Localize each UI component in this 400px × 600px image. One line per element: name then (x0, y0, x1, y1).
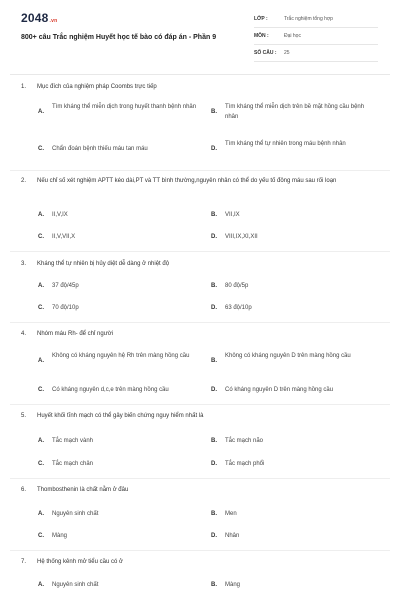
meta-key: SỐ CÂU : (254, 50, 277, 56)
document-title: 800+ câu Trắc nghiệm Huyết học tế bào có đáp án - Phần 9 (21, 34, 217, 41)
logo-text: 2048 (21, 11, 49, 25)
option-text: Nhân (225, 533, 240, 539)
option-text: Chẩn đoán bệnh thiếu máu tan máu (52, 146, 148, 152)
option-letter: A. (38, 358, 44, 364)
meta-table (254, 11, 378, 62)
option-text: Tắc mạch phổi (225, 461, 265, 467)
option-text: II,V,VII,X (52, 234, 76, 240)
option-letter: A. (38, 511, 44, 517)
meta-key: MÔN : (254, 33, 269, 39)
option-text: Tìm kháng thể miễn dịch trong huyết thanh bệnh nhân (52, 104, 197, 110)
option-letter: A. (38, 109, 44, 115)
option-letter: C. (38, 533, 44, 539)
option-text: Không có kháng nguyên hệ Rh trên màng hồng cầu (52, 353, 190, 359)
option-text: 63 độ/10p (225, 305, 252, 311)
question-stem: Nếu chỉ số xét nghiệm APTT kéo dài,PT và TT bình thường,nguyên nhân có thể do yếu tố đông máu sau rối loạn (37, 178, 337, 184)
question-separator (10, 322, 390, 323)
site-logo[interactable] (21, 11, 57, 25)
option-letter: C. (38, 461, 44, 467)
meta-value: Trắc nghiệm tổng hợp (284, 16, 333, 22)
option-letter: D. (211, 461, 217, 467)
option-letter: D. (211, 146, 217, 152)
question-stem: Huyết khối tĩnh mạch có thể gây biến chứng nguy hiểm nhất là (37, 413, 204, 419)
question-stem: Hệ thống kênh mở tiểu cầu có ở (37, 559, 123, 565)
option-letter: B. (211, 283, 217, 289)
option-text: Có kháng nguyên D trên màng hồng cầu (225, 387, 334, 393)
question-text (21, 176, 373, 187)
question-number: 4. (21, 331, 27, 337)
option-letter: C. (38, 305, 44, 311)
option-letter: B. (211, 212, 217, 218)
option-text: VII,IX (225, 212, 240, 218)
option-letter: A. (38, 283, 44, 289)
meta-row-subject (254, 28, 378, 45)
option-letter: D. (211, 533, 217, 539)
header (0, 0, 400, 72)
option-letter: B. (211, 438, 217, 444)
meta-row-class (254, 11, 378, 28)
question-number: 3. (21, 261, 27, 267)
option-text: Có kháng nguyên d,c,e trên màng hồng cầu (52, 387, 169, 393)
option-letter: B. (211, 358, 217, 364)
question-separator (10, 550, 390, 551)
option-text: Tắc mạch vành (52, 438, 94, 444)
question-separator (10, 170, 390, 171)
meta-value: Đại học (284, 33, 301, 39)
option-text: Nguyên sinh chất (52, 582, 99, 588)
question-number: 2. (21, 178, 27, 184)
logo-suffix: .vn (49, 18, 58, 24)
question-number: 5. (21, 413, 27, 419)
header-divider (10, 74, 390, 75)
option-letter: B. (211, 582, 217, 588)
question-separator (10, 251, 390, 252)
question-number: 7. (21, 559, 27, 565)
option-text: II,V,IX (52, 212, 68, 218)
option-text: Tìm kháng thể miễn dịch trên bề mặt hồng cầu bệnh nhân (225, 104, 365, 120)
meta-key: LỚP : (254, 16, 268, 22)
question-number: 6. (21, 487, 27, 493)
option-text: Men (225, 511, 237, 517)
option-text: 70 độ/10p (52, 305, 79, 311)
option-letter: D. (211, 234, 217, 240)
option-text: Tìm kháng thể tự nhiên trong máu bệnh nhân (225, 141, 346, 147)
question-text (21, 259, 373, 270)
option-text: Không có kháng nguyên D trên màng hồng cầu (225, 353, 351, 359)
option-letter: C. (38, 146, 44, 152)
question-stem: Kháng thể tự nhiên bị hủy diệt dễ dàng ở nhiệt độ (37, 261, 170, 267)
question-stem: Thombosthenin là chất nằm ở đâu (37, 487, 129, 493)
option-letter: D. (211, 387, 217, 393)
question-separator (10, 478, 390, 479)
option-text: 37 độ/45p (52, 283, 79, 289)
question-stem: Mục đích của nghiệm pháp Coombs trực tiếp (37, 84, 157, 90)
option-letter: C. (38, 234, 44, 240)
option-letter: B. (211, 109, 217, 115)
option-text: Nguyên sinh chất (52, 511, 99, 517)
option-text: VIII,IX,XI,XII (225, 234, 258, 240)
option-letter: B. (211, 511, 217, 517)
option-letter: A. (38, 438, 44, 444)
option-text: Tắc mạch não (225, 438, 264, 444)
option-letter: D. (211, 305, 217, 311)
question-text (21, 329, 373, 340)
option-text: 80 độ/5p (225, 283, 249, 289)
question-text (21, 82, 373, 93)
question-text (21, 411, 373, 422)
option-letter: C. (38, 387, 44, 393)
question-number: 1. (21, 84, 27, 90)
option-text: Màng (52, 533, 68, 539)
option-text: Tắc mạch chân (52, 461, 94, 467)
option-text: Màng (225, 582, 241, 588)
question-stem: Nhóm máu Rh- để chỉ người (37, 331, 113, 337)
meta-row-count (254, 45, 378, 62)
option-letter: A. (38, 212, 44, 218)
question-text (21, 557, 373, 568)
option-letter: A. (38, 582, 44, 588)
meta-value: 25 (284, 50, 290, 56)
question-text (21, 485, 373, 496)
question-separator (10, 404, 390, 405)
